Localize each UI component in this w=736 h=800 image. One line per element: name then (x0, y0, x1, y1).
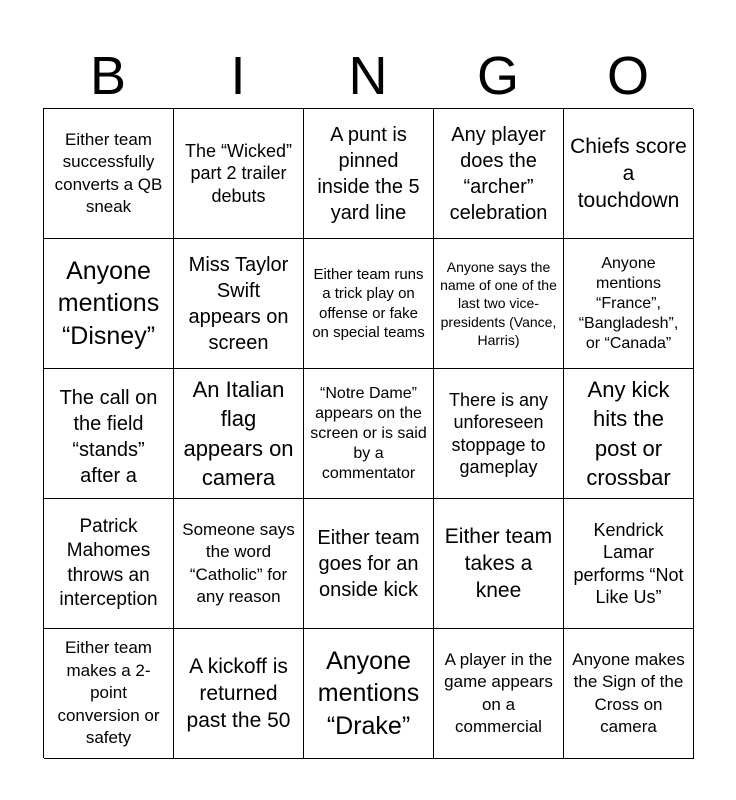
bingo-cell-r4c1[interactable] (44, 499, 174, 629)
cell-text: Someone says the word “Catholic” for any reason (182, 519, 295, 606)
bingo-cell-r4c3[interactable] (304, 499, 434, 629)
cell-text: A kickoff is returned past the 50 (186, 654, 291, 733)
bingo-cell-r3c4[interactable] (434, 369, 564, 499)
cell-text: Anyone mentions “Drake” (317, 646, 420, 740)
bingo-cell-r1c3[interactable] (304, 109, 434, 239)
bingo-cell-r5c3[interactable] (304, 629, 434, 759)
bingo-cell-r2c1[interactable] (44, 239, 174, 369)
cell-text: Anyone makes the Sign of the Cross on camera (572, 649, 685, 736)
cell-text: Any kick hits the post or crossbar (586, 377, 671, 490)
cell-text: Patrick Mahomes throws an interception (59, 516, 158, 610)
cell-text: Kendrick Lamar performs “Not Like Us” (573, 519, 684, 607)
bingo-cell-r4c4[interactable] (434, 499, 564, 629)
cell-text: Anyone mentions “France”, “Bangladesh”, or “Canada” (578, 254, 679, 352)
bingo-cell-r4c5[interactable] (564, 499, 694, 629)
bingo-cell-r5c1[interactable] (44, 629, 174, 759)
cell-text: The “Wicked” part 2 trailer debuts (184, 140, 292, 206)
header-letter-n: N (348, 46, 388, 106)
cell-text: Either team successfully converts a QB sneak (54, 129, 163, 216)
bingo-cell-r5c4[interactable] (434, 629, 564, 759)
cell-text: The call on the field “stands” after a (59, 387, 158, 487)
bingo-cell-r3c5[interactable] (564, 369, 694, 499)
bingo-cell-r4c2[interactable] (174, 499, 304, 629)
cell-text: Anyone mentions “Disney” (57, 256, 160, 350)
bingo-cell-r2c4[interactable] (434, 239, 564, 369)
bingo-cell-r2c2[interactable] (174, 239, 304, 369)
bingo-cell-r3c3[interactable] (304, 369, 434, 499)
cell-text: A player in the game appears on a commercial (444, 649, 553, 736)
cell-text: “Notre Dame” appears on the screen or is said by a commentator (310, 384, 427, 482)
bingo-cell-r5c5[interactable] (564, 629, 694, 759)
bingo-cell-r3c2[interactable] (174, 369, 304, 499)
header-letter-b: B (89, 46, 127, 106)
header-letter-i: I (230, 46, 246, 106)
bingo-cell-r5c2[interactable] (174, 629, 304, 759)
header-letter-g: G (476, 46, 519, 106)
cell-text: Chiefs score a touchdown (570, 134, 687, 213)
bingo-cell-r3c1[interactable] (44, 369, 174, 499)
bingo-cell-r1c1[interactable] (44, 109, 174, 239)
cell-text: Miss Taylor Swift appears on screen (188, 253, 289, 354)
cell-text: An Italian flag appears on camera (183, 377, 294, 490)
cell-text: A punt is pinned inside the 5 yard line (317, 123, 420, 224)
cell-text: There is any unforeseen stoppage to gameplay (448, 389, 549, 477)
bingo-cell-r2c5[interactable] (564, 239, 694, 369)
cell-text: Either team runs a trick play on offense or fake on special teams (312, 265, 425, 341)
bingo-cell-r1c5[interactable] (564, 109, 694, 239)
header-letter-o: O (606, 46, 649, 106)
cell-text: Anyone says the name of one of the last two vice-presidents (Vance, Harris) (440, 259, 557, 348)
cell-text: Either team takes a knee (444, 524, 553, 603)
bingo-board (43, 108, 693, 758)
bingo-cell-r1c2[interactable] (174, 109, 304, 239)
bingo-cell-r2c3[interactable] (304, 239, 434, 369)
cell-text: Either team goes for an onside kick (317, 526, 420, 601)
bingo-header (43, 44, 693, 108)
cell-text: Either team makes a 2-point conversion or safety (57, 638, 160, 748)
cell-text: Any player does the “archer” celebration (449, 123, 548, 224)
bingo-cell-r1c4[interactable] (434, 109, 564, 239)
